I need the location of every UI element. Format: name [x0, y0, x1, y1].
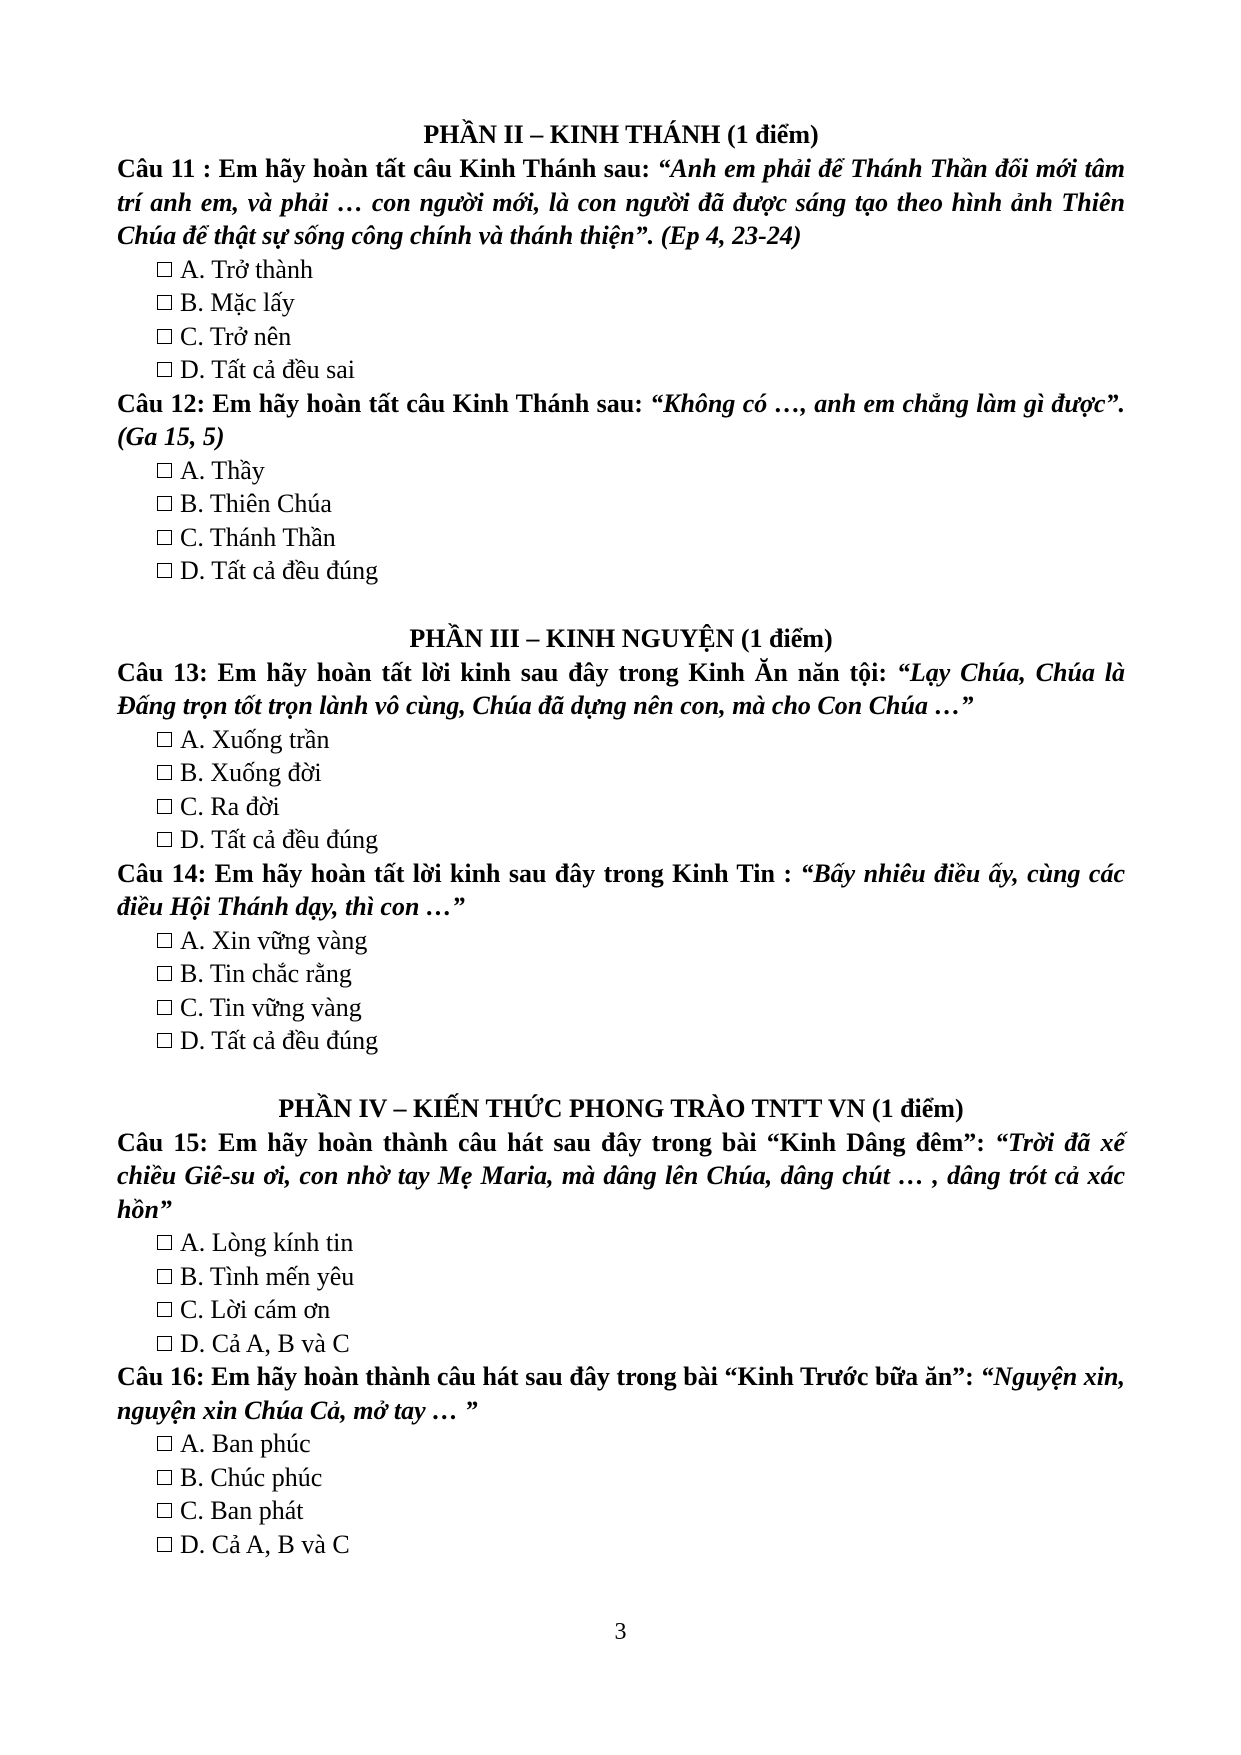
options-list: [117, 1226, 1125, 1360]
option-b[interactable]: [157, 756, 1125, 790]
question-quote: “Anh em phải để Thánh Thần đổi mới tâm trí anh em, và phải … con người mới, là con người đã được sáng tạo theo hình ảnh Thiên Chúa để thật sự sống công chính và thánh thiện”. (Ep 4, 23-24): [117, 154, 1126, 250]
question-prompt: Câu 12: Em hãy hoàn tất câu Kinh Thánh sau:: [117, 388, 651, 418]
option-d[interactable]: [157, 353, 1125, 387]
option-label: D. Tất cả đều đúng: [180, 556, 379, 585]
section-title: PHẦN III – KINH NGUYỆN (1 điểm): [409, 623, 833, 653]
checkbox-icon[interactable]: [157, 799, 172, 814]
option-label: D. Tất cả đều đúng: [180, 1026, 379, 1055]
option-label: A. Lòng kính tin: [180, 1228, 354, 1257]
question-prompt: Câu 13: Em hãy hoàn tất lời kinh sau đây trong Kinh Ăn năn tội:: [117, 657, 897, 687]
checkbox-icon[interactable]: [157, 966, 172, 981]
question-prompt: Câu 11 : Em hãy hoàn tất câu Kinh Thánh sau:: [117, 154, 658, 183]
options-list: [117, 723, 1125, 857]
section-title: PHẦN IV – KIẾN THỨC PHONG TRÀO TNTT VN (1 điểm): [278, 1093, 964, 1123]
page-number: 3: [614, 1619, 627, 1645]
checkbox-icon[interactable]: [157, 362, 172, 377]
question-quote: “Trời đã xế chiều Giê-su ơi, con nhờ tay Mẹ Maria, mà dâng lên Chúa, dâng chút … , dâng trót cả xác hồn”: [117, 1127, 1125, 1224]
question-14: [117, 857, 1125, 924]
option-label: C. Thánh Thần: [180, 522, 336, 552]
option-label: D. Tất cả đều sai: [180, 355, 355, 384]
checkbox-icon[interactable]: [157, 1302, 172, 1317]
option-label: C. Trở nên: [180, 321, 292, 351]
question-prompt: Câu 15: Em hãy hoàn thành câu hát sau đây trong bài “Kinh Dâng đêm”:: [117, 1127, 995, 1157]
option-label: A. Thầy: [180, 455, 265, 485]
option-b[interactable]: [157, 1461, 1125, 1495]
option-label: C. Tin vững vàng: [180, 992, 362, 1022]
option-a[interactable]: [157, 1226, 1125, 1260]
option-b[interactable]: [157, 487, 1125, 521]
option-a[interactable]: [157, 1427, 1125, 1461]
question-13: [117, 656, 1125, 723]
option-d[interactable]: [157, 1024, 1125, 1058]
option-d[interactable]: [157, 554, 1125, 588]
checkbox-icon[interactable]: [157, 262, 172, 277]
question-15: [117, 1126, 1125, 1227]
option-a[interactable]: [157, 454, 1125, 488]
checkbox-icon[interactable]: [157, 1269, 172, 1284]
checkbox-icon[interactable]: [157, 1470, 172, 1485]
option-d[interactable]: [157, 1528, 1125, 1562]
question-quote: “Không có …, anh em chẳng làm gì được”. (Ga 15, 5): [117, 388, 1126, 451]
option-a[interactable]: [157, 924, 1125, 958]
option-c[interactable]: [157, 991, 1125, 1025]
option-label: C. Lời cám ơn: [180, 1295, 331, 1324]
option-label: D. Cả A, B và C: [180, 1529, 350, 1559]
option-label: B. Tình mến yêu: [180, 1261, 355, 1291]
checkbox-icon[interactable]: [157, 329, 172, 344]
checkbox-icon[interactable]: [157, 1537, 172, 1552]
option-label: A. Xuống trần: [180, 724, 330, 754]
option-label: C. Ban phát: [180, 1496, 304, 1525]
checkbox-icon[interactable]: [157, 1000, 172, 1015]
option-label: A. Ban phúc: [180, 1429, 311, 1458]
option-label: B. Mặc lấy: [180, 288, 295, 317]
option-b[interactable]: [157, 286, 1125, 320]
option-c[interactable]: [157, 320, 1125, 354]
checkbox-icon[interactable]: [157, 765, 172, 780]
question-11: [117, 152, 1125, 253]
question-prompt: Câu 16: Em hãy hoàn thành câu hát sau đây trong bài “Kinh Trước bữa ăn”:: [117, 1362, 981, 1391]
checkbox-icon[interactable]: [157, 933, 172, 948]
options-list: [117, 1427, 1125, 1561]
checkbox-icon[interactable]: [157, 463, 172, 478]
question-quote: “Nguyện xin, nguyện xin Chúa Cả, mở tay … ”: [117, 1362, 1125, 1425]
question-prompt: Câu 14: Em hãy hoàn tất lời kinh sau đây trong Kinh Tin :: [117, 858, 801, 888]
checkbox-icon[interactable]: [157, 563, 172, 578]
option-label: A. Trở thành: [180, 254, 313, 284]
options-list: [117, 253, 1125, 387]
checkbox-icon[interactable]: [157, 530, 172, 545]
option-label: B. Tin chắc rằng: [180, 959, 352, 988]
option-a[interactable]: [157, 723, 1125, 757]
option-b[interactable]: [157, 957, 1125, 991]
option-c[interactable]: [157, 521, 1125, 555]
question-quote: “Lạy Chúa, Chúa là Đấng trọn tốt trọn lành vô cùng, Chúa đã dựng nên con, mà cho Con Chúa …”: [117, 657, 1125, 720]
checkbox-icon[interactable]: [157, 1235, 172, 1250]
section-title: PHẦN II – KINH THÁNH (1 điểm): [423, 120, 819, 149]
option-c[interactable]: [157, 1293, 1125, 1327]
option-label: B. Xuống đời: [180, 758, 322, 787]
checkbox-icon[interactable]: [157, 1503, 172, 1518]
option-d[interactable]: [157, 823, 1125, 857]
option-label: C. Ra đời: [180, 791, 280, 821]
option-c[interactable]: [157, 1494, 1125, 1528]
option-label: B. Chúc phúc: [180, 1462, 323, 1492]
checkbox-icon[interactable]: [157, 295, 172, 310]
option-a[interactable]: [157, 253, 1125, 287]
checkbox-icon[interactable]: [157, 832, 172, 847]
checkbox-icon[interactable]: [157, 1336, 172, 1351]
option-label: B. Thiên Chúa: [180, 489, 332, 518]
question-quote: “Bấy nhiêu điều ấy, cùng các điều Hội Thánh dạy, thì con …”: [117, 858, 1125, 921]
checkbox-icon[interactable]: [157, 496, 172, 511]
option-c[interactable]: [157, 790, 1125, 824]
question-16: [117, 1360, 1125, 1427]
option-label: D. Tất cả đều đúng: [180, 825, 379, 854]
option-d[interactable]: [157, 1327, 1125, 1361]
options-list: [117, 924, 1125, 1058]
checkbox-icon[interactable]: [157, 1436, 172, 1451]
checkbox-icon[interactable]: [157, 732, 172, 747]
exam-page: [117, 118, 1125, 1561]
question-12: [117, 387, 1125, 454]
checkbox-icon[interactable]: [157, 1033, 172, 1048]
options-list: [117, 454, 1125, 588]
option-b[interactable]: [157, 1260, 1125, 1294]
option-label: D. Cả A, B và C: [180, 1328, 350, 1358]
option-label: A. Xin vững vàng: [180, 925, 368, 955]
